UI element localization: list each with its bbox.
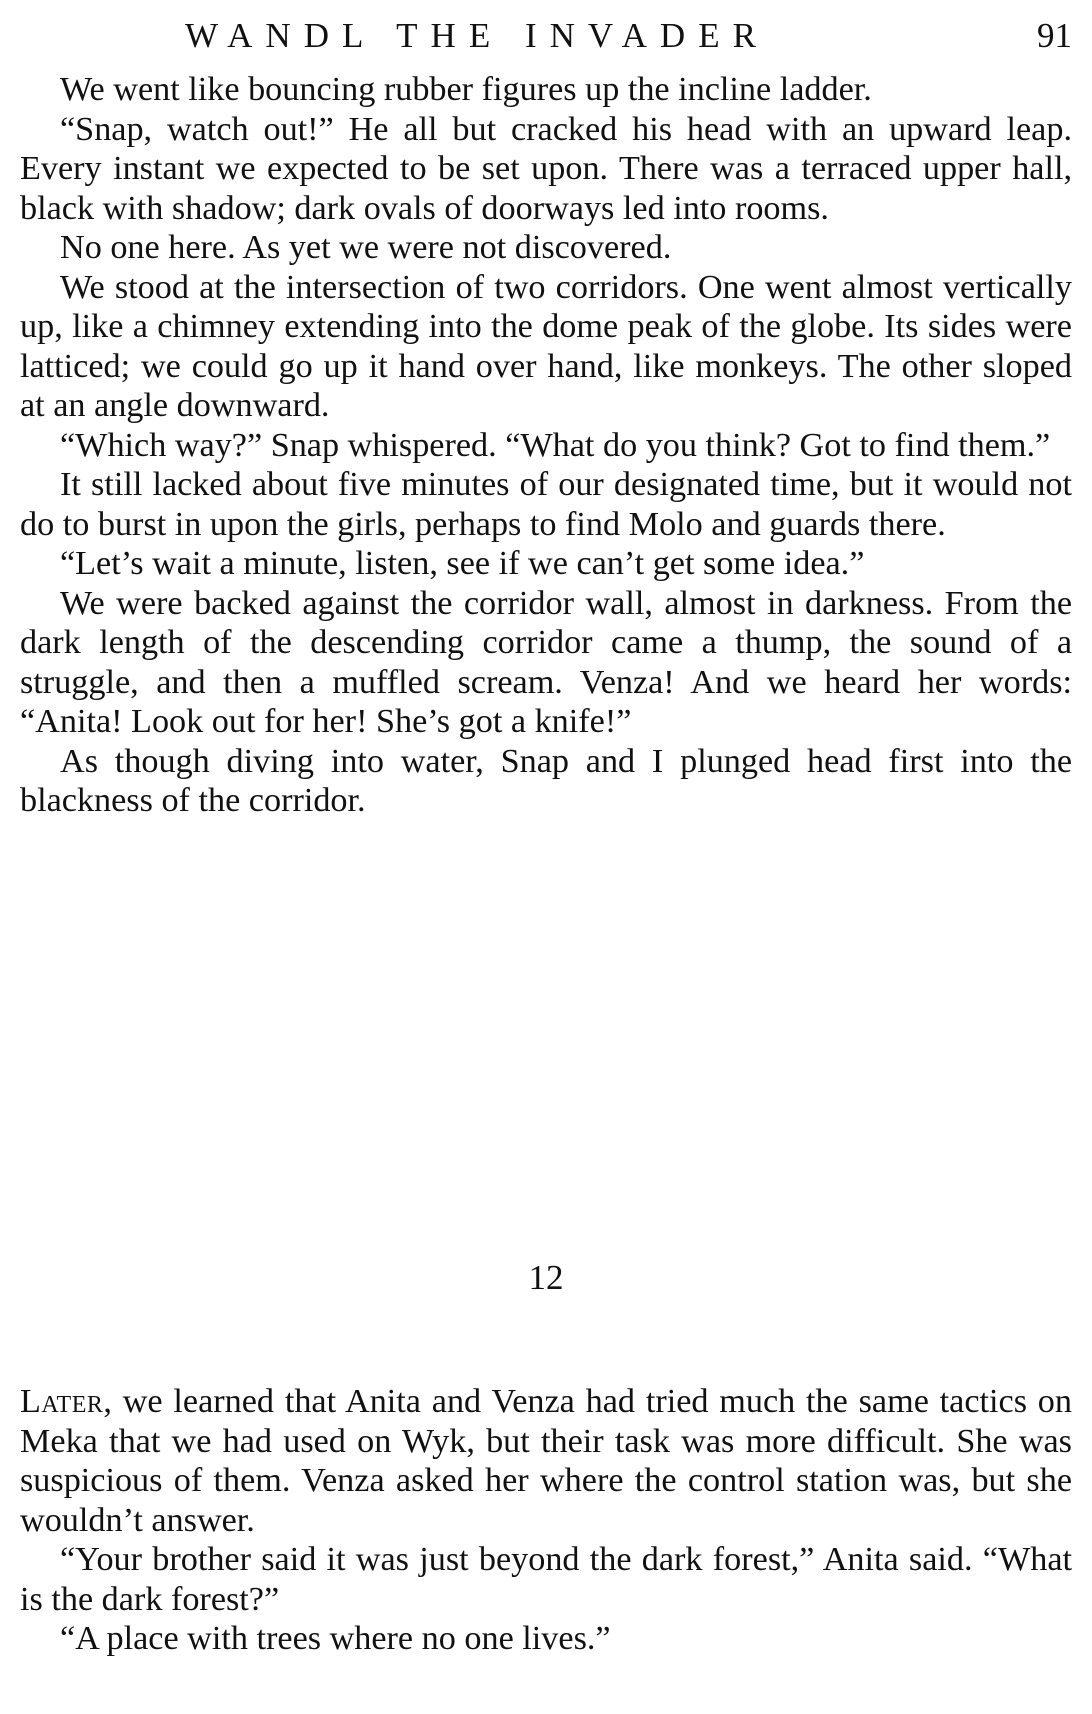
paragraph: “A place with trees where no one lives.” bbox=[60, 1620, 611, 1657]
opening-text: , we learned that Anita and Venza had tried much the same tactics on Meka that we had used on Wyk, but their task was more difficult. She was suspicious of them. Venza asked her where the control station was, but she wouldn’t answer. bbox=[20, 1383, 1072, 1539]
running-head: WANDL THE INVADER bbox=[185, 16, 769, 55]
paragraph: “Your brother said it was just beyond the dark forest,” Anita said. “What is the dark forest?” bbox=[20, 1541, 1072, 1618]
paragraph: As though diving into water, Snap and I plunged head first into the blackness of the corridor. bbox=[20, 742, 1072, 819]
chapter-number: 12 bbox=[528, 1258, 564, 1297]
page-number: 91 bbox=[1037, 16, 1072, 55]
chapter-11-ending bbox=[20, 70, 1072, 821]
paragraph: No one here. As yet we were not discovered. bbox=[60, 229, 672, 266]
paragraph: “Let’s wait a minute, listen, see if we can’t get some idea.” bbox=[60, 545, 865, 582]
chapter-12-opening bbox=[20, 1382, 1072, 1659]
paragraph: We stood at the intersection of two corridors. One went almost vertically up, like a chimney extending into the dome peak of the globe. Its sides were latticed; we could go up it hand over hand, like monkeys. The other sloped at an angle downward. bbox=[20, 268, 1072, 424]
paragraph: We went like bouncing rubber figures up the incline ladder. bbox=[60, 71, 872, 108]
paragraph: We were backed against the corridor wall, almost in darkness. From the dark length of the descending corridor came a thump, the sound of a struggle, and then a muffled scream. Venza! And we heard her words: “Anita! Look out for her! She’s got a knife!” bbox=[20, 584, 1072, 740]
chapter-opening-paragraph bbox=[20, 1382, 1072, 1540]
paragraph: It still lacked about five minutes of our designated time, but it would not do to burst in upon the girls, perhaps to find Molo and guards there. bbox=[20, 466, 1072, 543]
paragraph: “Snap, watch out!” He all but cracked his head with an upward leap. Every instant we expected to be set upon. There was a terraced upper hall, black with shadow; dark ovals of doorways led into rooms. bbox=[20, 110, 1072, 227]
opening-word: Later bbox=[20, 1383, 104, 1420]
paragraph: “Which way?” Snap whispered. “What do you think? Got to find them.” bbox=[60, 426, 1051, 464]
page-header bbox=[20, 14, 1072, 58]
